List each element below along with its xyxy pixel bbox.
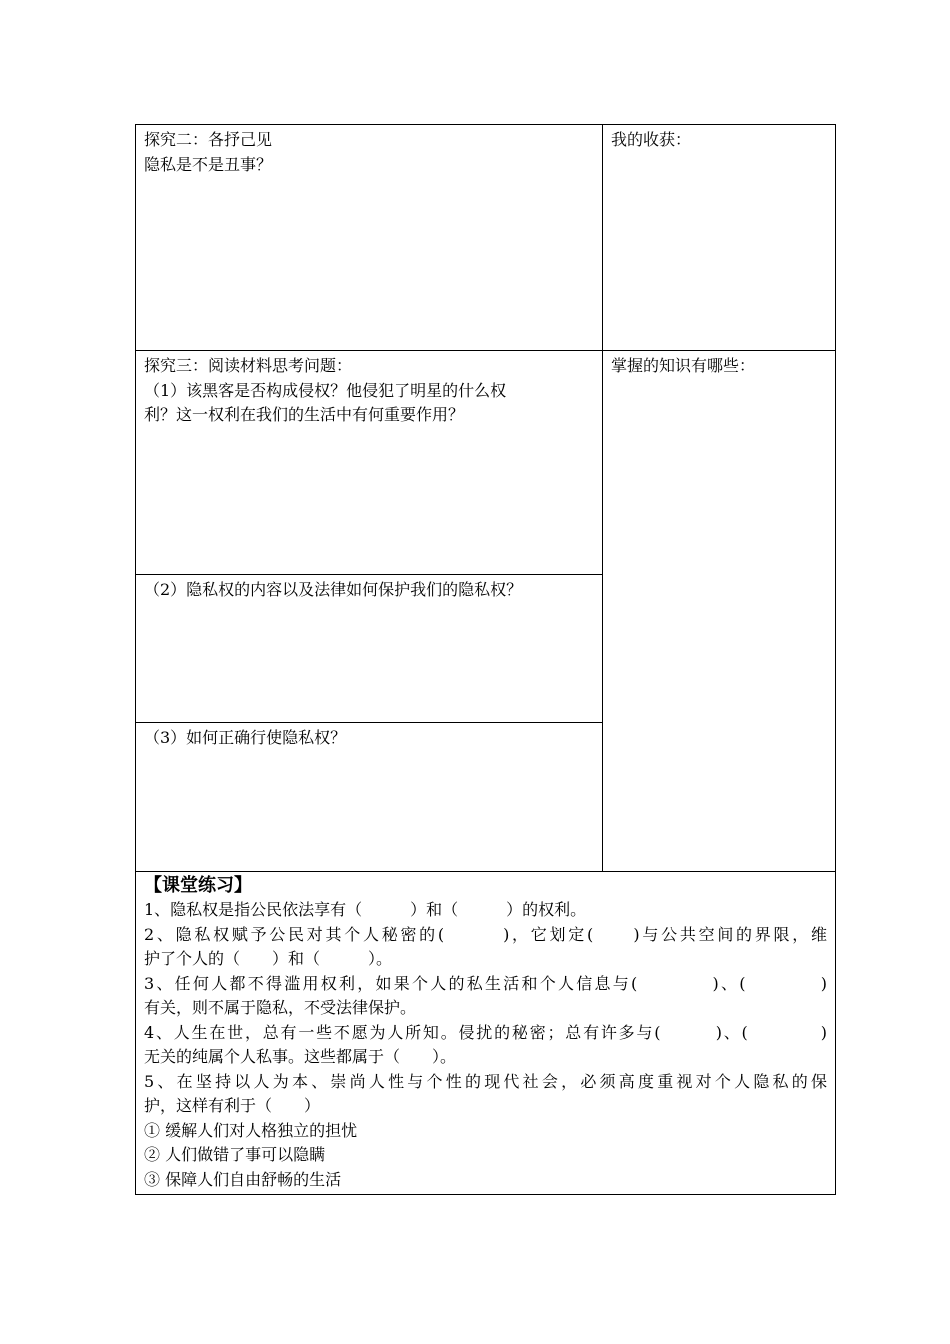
exercise-option-3: ③ 保障人们自由舒畅的生活 bbox=[144, 1169, 342, 1189]
inquiry3-title: 探究三：阅读材料思考问题： bbox=[144, 356, 353, 375]
worksheet-table bbox=[135, 124, 836, 1195]
exercise-option-1: ① 缓解人们对人格独立的担忧 bbox=[144, 1120, 358, 1140]
knowledge-label: 掌握的知识有哪些： bbox=[611, 356, 756, 375]
inquiry3-q2: （2）隐私权的内容以及法律如何保护我们的隐私权？ bbox=[144, 580, 523, 599]
exercise-item-3b: 有关，则不属于隐私，不受法律保护。 bbox=[144, 998, 417, 1017]
inquiry2-title: 探究二：各抒己见 bbox=[144, 130, 273, 149]
exercise-item-1: 1、隐私权是指公民依法享有（ ）和（ ）的权利。 bbox=[144, 900, 587, 919]
exercise-cell bbox=[136, 872, 835, 1194]
harvest-cell[interactable] bbox=[603, 125, 835, 350]
exercise-item-2b: 护了个人的（ ）和（ ）。 bbox=[144, 949, 393, 968]
inquiry2-cell bbox=[136, 125, 602, 350]
exercise-item-5a: 5、在坚持以人为本、崇尚人性与个性的现代社会，必须高度重视对个人隐私的保 bbox=[144, 1071, 827, 1091]
inquiry3-q1-line1: （1）该黑客是否构成侵权？他侵犯了明星的什么权 bbox=[144, 380, 507, 400]
inquiry3-q3: （3）如何正确行使隐私权？ bbox=[144, 728, 347, 747]
inquiry3-cell bbox=[136, 351, 602, 574]
inquiry3-q3-cell bbox=[136, 723, 602, 871]
exercise-item-4a: 4、人生在世，总有一些不愿为人所知。侵扰的秘密；总有许多与( )、( ) bbox=[144, 1022, 827, 1042]
knowledge-cell[interactable] bbox=[603, 351, 835, 871]
exercise-item-4b: 无关的纯属个人私事。这些都属于（ ）。 bbox=[144, 1047, 457, 1066]
exercise-title: 【课堂练习】 bbox=[144, 875, 252, 896]
harvest-label: 我的收获： bbox=[611, 130, 692, 149]
exercise-item-3a: 3、任何人都不得滥用权利，如果个人的私生活和个人信息与( )、( ) bbox=[144, 973, 827, 993]
inquiry3-q2-cell bbox=[136, 575, 602, 722]
exercise-option-2: ② 人们做错了事可以隐瞒 bbox=[144, 1145, 326, 1164]
exercise-item-5b: 护，这样有利于（ ） bbox=[144, 1096, 321, 1115]
inquiry2-question: 隐私是不是丑事？ bbox=[144, 154, 273, 174]
exercise-item-2a: 2、隐私权赋予公民对其个人秘密的( )，它划定( )与公共空间的界限，维 bbox=[144, 924, 827, 944]
inquiry3-q1-line2: 利？这一权利在我们的生活中有何重要作用？ bbox=[144, 405, 465, 424]
